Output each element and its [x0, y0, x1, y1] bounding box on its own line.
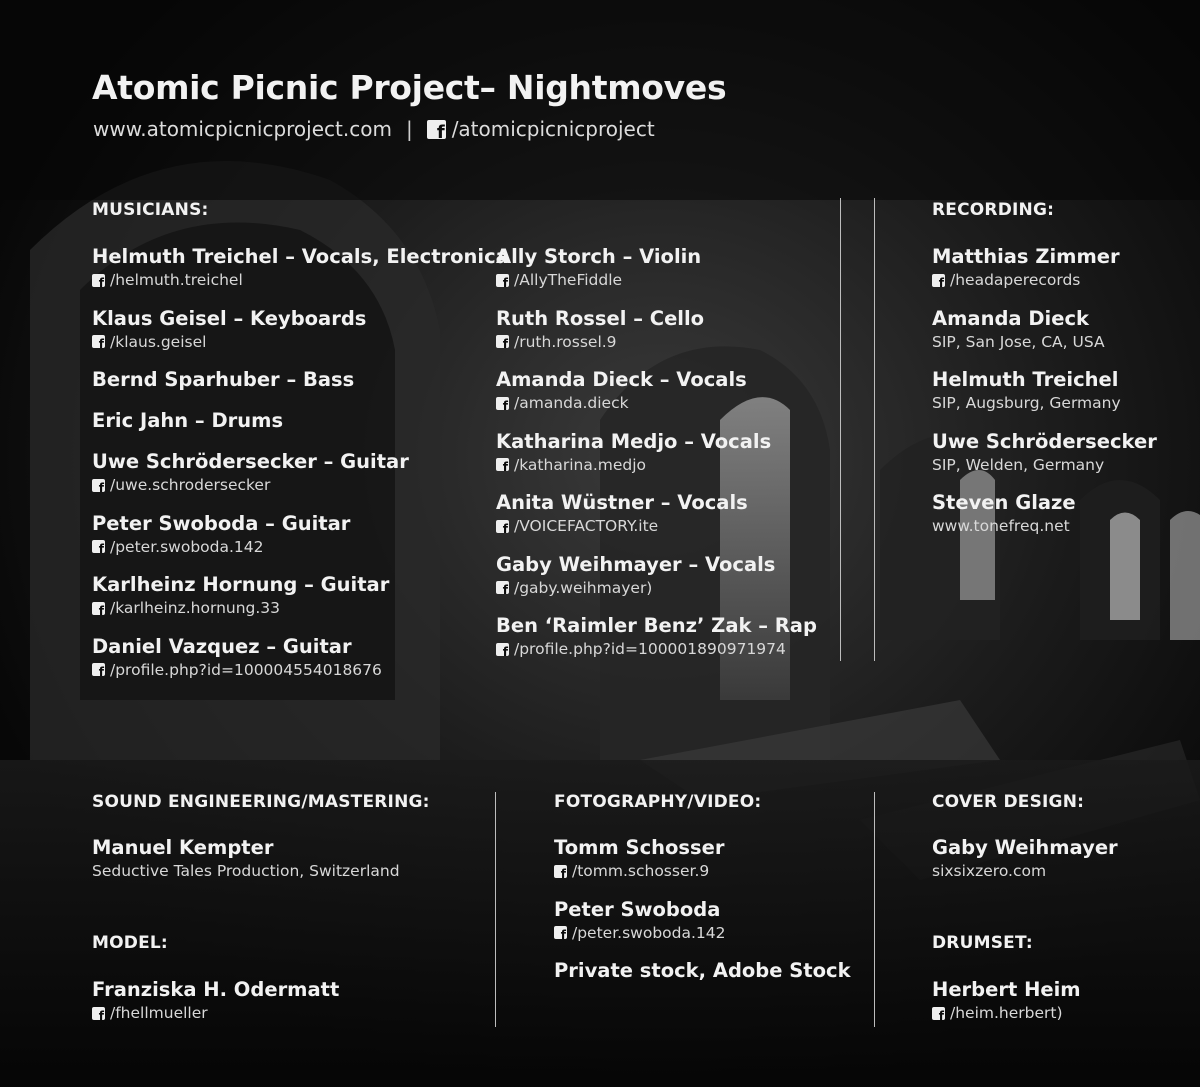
facebook-icon [92, 479, 105, 492]
facebook-icon [92, 663, 105, 676]
credit-name: Ruth Rossel – Cello [496, 306, 705, 330]
credit-name: Steven Glaze [932, 491, 1076, 514]
credit-entry [496, 307, 817, 369]
photography-column [554, 836, 851, 1021]
credit-entry [932, 307, 1157, 369]
facebook-handle[interactable]: f /amanda.dieck [496, 392, 817, 414]
credit-name: Uwe Schrödersecker [932, 429, 1157, 453]
website-link[interactable]: www.atomicpicnicproject.com [93, 117, 392, 141]
credit-detail: SIP, Welden, Germany [932, 455, 1105, 474]
facebook-handle[interactable]: f /headaperecords [932, 269, 1157, 291]
credit-entry [932, 491, 1157, 553]
credit-entry [496, 614, 817, 676]
credit-entry [92, 836, 400, 882]
facebook-handle[interactable]: f /ruth.rossel.9 [496, 331, 817, 353]
credit-name: Ben ‘Raimler Benz’ Zak – Rap [496, 614, 817, 637]
credit-name: Peter Swoboda [554, 897, 721, 921]
facebook-icon [427, 120, 446, 139]
credit-entry [496, 245, 817, 307]
credit-name: Herbert Heim [932, 978, 1081, 1001]
credit-name: Bernd Sparhuber – Bass [92, 368, 355, 391]
facebook-handle[interactable]: f /profile.php?id=100004554018676 [92, 659, 509, 681]
website-link[interactable]: sixsixzero.com [932, 862, 1047, 880]
musicians-column-1 [92, 245, 509, 696]
website-link[interactable]: www.tonefreq.net [932, 517, 1070, 535]
credit-entry [496, 553, 817, 615]
facebook-icon [496, 397, 509, 410]
credit-name: Gaby Weihmayer – Vocals [496, 552, 776, 576]
credit-entry [554, 836, 851, 898]
credit-detail: SIP, Augsburg, Germany [932, 394, 1121, 412]
credit-detail: Seductive Tales Production, Switzerland [92, 862, 400, 880]
facebook-handle[interactable]: f /klaus.geisel [92, 331, 509, 353]
musicians-column-2 [496, 245, 817, 676]
facebook-handle[interactable]: f /uwe.schrodersecker [92, 474, 509, 496]
credit-name: Karlheinz Hornung – Guitar [92, 573, 390, 596]
credit-name: Private stock, Adobe Stock [554, 959, 851, 982]
header-links [93, 117, 655, 141]
credit-name: Manuel Kempter [92, 836, 274, 859]
facebook-icon [554, 926, 567, 939]
credit-name: Helmuth Treichel – Vocals, Electronica [92, 245, 509, 268]
credit-name: Gaby Weihmayer [932, 836, 1118, 859]
facebook-handle[interactable]: f /AllyTheFiddle [496, 269, 817, 291]
facebook-icon [554, 865, 567, 878]
facebook-icon [496, 274, 509, 287]
credit-entry [92, 450, 509, 512]
facebook-icon [92, 540, 105, 553]
credit-name: Katharina Medjo – Vocals [496, 429, 772, 453]
facebook-icon [92, 335, 105, 348]
facebook-icon [92, 602, 105, 615]
credit-entry [92, 307, 509, 369]
credit-name: Peter Swoboda – Guitar [92, 511, 351, 535]
credit-name: Amanda Dieck [932, 306, 1089, 330]
credit-entry [92, 245, 509, 307]
credit-name: Klaus Geisel – Keyboards [92, 306, 367, 330]
facebook-handle[interactable]: f /peter.swoboda.142 [92, 536, 509, 558]
facebook-icon [932, 1007, 945, 1020]
credit-name: Helmuth Treichel [932, 368, 1119, 391]
musicians-heading: MUSICIANS: [92, 200, 209, 220]
credit-entry [496, 491, 817, 553]
credit-name: Ally Storch – Violin [496, 245, 702, 268]
credit-name: Eric Jahn – Drums [92, 409, 284, 432]
credit-entry [496, 368, 817, 430]
credit-entry [92, 978, 339, 1024]
cover-design-heading: COVER DESIGN: [932, 792, 1085, 812]
model-heading: MODEL: [92, 933, 168, 953]
facebook-icon [92, 274, 105, 287]
facebook-handle[interactable]: f /katharina.medjo [496, 454, 817, 476]
facebook-icon [496, 643, 509, 656]
credit-name: Uwe Schrödersecker – Guitar [92, 450, 409, 473]
page-title: Atomic Picnic Project– Nightmoves [92, 68, 727, 107]
credit-entry [932, 836, 1118, 882]
recording-heading: RECORDING: [932, 200, 1055, 220]
credit-entry [92, 573, 509, 635]
facebook-handle[interactable]: f /gaby.weihmayer) [496, 577, 817, 599]
credit-entry [496, 430, 817, 492]
facebook-handle[interactable]: f /peter.swoboda.142 [554, 922, 851, 944]
credit-entry [932, 978, 1081, 1024]
credit-entry [92, 512, 509, 574]
credit-name: Tomm Schosser [554, 836, 725, 859]
facebook-handle[interactable]: f /tomm.schosser.9 [554, 860, 851, 882]
credit-entry [932, 245, 1157, 307]
link-separator: | [405, 117, 413, 141]
facebook-icon [496, 581, 509, 594]
credit-name: Franziska H. Odermatt [92, 978, 340, 1001]
credit-name: Daniel Vazquez – Guitar [92, 634, 352, 658]
photography-heading: FOTOGRAPHY/VIDEO: [554, 792, 762, 812]
credit-name: Matthias Zimmer [932, 245, 1120, 268]
divider [874, 198, 875, 661]
divider [840, 198, 841, 661]
credit-name: Anita Wüstner – Vocals [496, 491, 748, 514]
credit-entry [554, 959, 851, 1021]
credit-entry [92, 635, 509, 697]
facebook-handle[interactable]: f /heim.herbert) [932, 1002, 1081, 1024]
facebook-handle[interactable]: f /VOICEFACTORY.ite [496, 515, 817, 537]
facebook-icon [932, 274, 945, 287]
facebook-handle[interactable]: f /helmuth.treichel [92, 269, 509, 291]
sound-engineering-heading: SOUND ENGINEERING/MASTERING: [92, 792, 430, 812]
credit-entry [92, 368, 509, 409]
facebook-icon [496, 335, 509, 348]
facebook-icon [496, 520, 509, 533]
facebook-icon [496, 458, 509, 471]
credit-detail: SIP, San Jose, CA, USA [932, 332, 1105, 351]
facebook-handle[interactable]: f /profile.php?id=100001890971974 [496, 638, 817, 660]
divider [495, 792, 496, 1027]
facebook-icon [92, 1007, 105, 1020]
facebook-handle[interactable]: f /fhellmueller [92, 1002, 339, 1024]
facebook-handle[interactable]: f /karlheinz.hornung.33 [92, 597, 509, 619]
recording-column [932, 245, 1157, 553]
divider [874, 792, 875, 1027]
drumset-heading: DRUMSET: [932, 933, 1033, 953]
credit-entry [92, 409, 509, 450]
credit-entry [554, 898, 851, 960]
credit-name: Amanda Dieck – Vocals [496, 368, 747, 391]
credit-entry [932, 430, 1157, 492]
facebook-link[interactable]: /atomicpicnicproject [451, 117, 655, 141]
credit-entry [932, 368, 1157, 430]
